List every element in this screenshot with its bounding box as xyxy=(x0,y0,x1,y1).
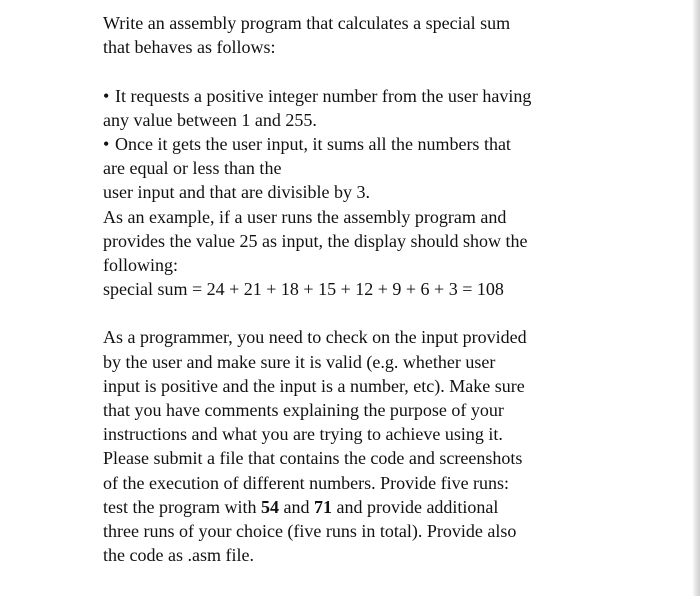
blank-line xyxy=(103,301,598,325)
runs-suffix: and provide additional xyxy=(331,496,499,517)
bullet1-line-2: any value between 1 and 255. xyxy=(103,109,317,130)
runs-line xyxy=(103,495,598,519)
intro-line-1: Write an assembly program that calculates a special sum xyxy=(103,13,511,33)
run-value-1: 54 xyxy=(260,496,279,517)
bullet-icon: • xyxy=(103,85,110,106)
paragraph2-line-4: that you have comments explaining the purpose of your xyxy=(103,400,504,420)
run-value-2: 71 xyxy=(313,496,332,517)
example-formula: special sum = 24 + 21 + 18 + 15 + 12 + 9 + 6 + 3 = 108 xyxy=(103,279,504,300)
bullet1-line-1 xyxy=(103,84,598,108)
bullet2-line-1 xyxy=(103,132,598,156)
intro-line-2: that behaves as follows: xyxy=(103,37,276,58)
example-line-2: provides the value 25 as input, the display should show the xyxy=(103,230,528,251)
paragraph2-line-6: Please submit a file that contains the code and screenshots xyxy=(103,448,523,469)
example-line-1: As an example, if a user runs the assembly program and xyxy=(103,206,507,227)
paragraph2-line-2: by the user and make sure it is valid (e.g. whether user xyxy=(103,351,496,372)
paragraph2-line-5: instructions and what you are trying to achieve using it. xyxy=(103,424,503,445)
assignment-text xyxy=(103,11,598,567)
bullet2-line-3: user input and that are divisible by 3. xyxy=(103,182,370,203)
bullet2-text: Once it gets the user input, it sums all the numbers that xyxy=(115,133,511,154)
blank-line xyxy=(103,59,598,83)
runs-prefix: test the program with xyxy=(103,496,261,517)
example-line-3: following: xyxy=(103,254,178,275)
bullet-icon: • xyxy=(103,133,110,154)
paragraph2-line-7: of the execution of different numbers. Provide five runs: xyxy=(103,472,510,493)
bullet1-text: It requests a positive integer number from the user having xyxy=(115,85,532,106)
paragraph2-line-1: As a programmer, you need to check on the input provided xyxy=(103,327,527,348)
runs-middle: and xyxy=(278,496,314,517)
page-edge-shadow xyxy=(692,0,700,596)
paragraph2-line-3: input is positive and the input is a number, etc). Make sure xyxy=(103,375,525,396)
closing-line-2: the code as .asm file. xyxy=(103,545,254,566)
closing-line-1: three runs of your choice (five runs in total). Provide also xyxy=(103,520,517,541)
bullet2-line-2: are equal or less than the xyxy=(103,158,282,179)
